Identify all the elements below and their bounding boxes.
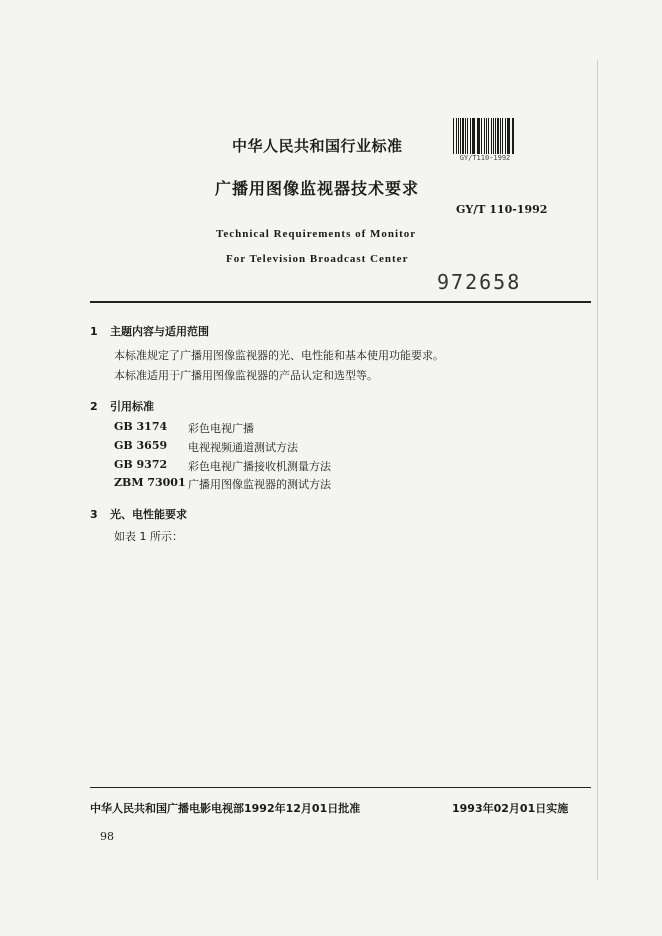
footer-divider xyxy=(90,787,591,788)
industry-standard-heading: 中华人民共和国行业标准 xyxy=(232,137,403,155)
barcode-bar xyxy=(486,118,487,154)
standard-code: GY/T 110-1992 xyxy=(456,203,548,216)
section-2-number: 2 xyxy=(90,400,98,413)
barcode-bar xyxy=(491,118,492,154)
barcode-bar xyxy=(497,118,499,154)
barcode-bar xyxy=(453,118,454,154)
barcode xyxy=(453,118,515,154)
barcode-bar xyxy=(456,118,457,154)
english-title-line-2: For Television Broadcast Center xyxy=(226,253,409,265)
barcode-bar xyxy=(458,118,459,154)
barcode-bar xyxy=(507,118,508,154)
section-2-title: 引用标准 xyxy=(110,400,154,413)
barcode-bar xyxy=(500,118,501,154)
barcode-bar xyxy=(472,118,473,154)
barcode-bar xyxy=(478,118,480,154)
section-2-heading xyxy=(90,398,154,414)
section-3-number: 3 xyxy=(90,508,98,521)
barcode-bar xyxy=(513,118,514,154)
reference-title: 电视视频通道测试方法 xyxy=(188,441,298,454)
section-3-title: 光、电性能要求 xyxy=(110,508,187,521)
reference-code: ZBM 73001 xyxy=(114,476,186,489)
header-divider xyxy=(90,301,591,303)
barcode-bar xyxy=(495,118,496,154)
barcode-bar xyxy=(477,118,478,154)
barcode-bar xyxy=(465,118,466,154)
barcode-bar xyxy=(467,118,468,154)
section-3-paragraph-1: 如表 1 所示： xyxy=(114,530,183,543)
barcode-bar xyxy=(473,118,474,154)
scan-edge-line xyxy=(597,60,598,880)
barcode-bar xyxy=(493,118,494,154)
barcode-bar xyxy=(484,118,485,154)
barcode-caption: GY/T110-1992 xyxy=(459,154,511,162)
barcode-bar xyxy=(512,118,513,154)
section-1-number: 1 xyxy=(90,325,98,338)
reference-code: GB 3174 xyxy=(114,420,168,433)
barcode-bar xyxy=(481,118,482,154)
reference-title: 广播用图像监视器的测试方法 xyxy=(188,478,331,491)
barcode-bar xyxy=(488,118,489,154)
serial-number: 972658 xyxy=(437,270,522,294)
barcode-bar xyxy=(460,118,461,154)
barcode-bar xyxy=(502,118,503,154)
approval-statement: 中华人民共和国广播电影电视部1992年12月01日批准 xyxy=(90,802,361,815)
barcode-bar xyxy=(505,118,506,154)
barcode-bar xyxy=(508,118,509,154)
barcode-bar xyxy=(462,118,464,154)
section-1-paragraph-1: 本标准规定了广播用图像监视器的光、电性能和基本使用功能要求。 xyxy=(114,349,444,362)
section-1-heading xyxy=(90,323,209,339)
barcode-bar xyxy=(470,118,471,154)
document-title: 广播用图像监视器技术要求 xyxy=(215,179,420,198)
section-3-heading xyxy=(90,506,187,522)
reference-code: GB 9372 xyxy=(114,458,168,471)
section-1-paragraph-2: 本标准适用于广播用图像监视器的产品认定和选型等。 xyxy=(114,369,378,382)
reference-code: GB 3659 xyxy=(114,439,168,452)
section-1-title: 主题内容与适用范围 xyxy=(110,325,209,338)
page-number: 98 xyxy=(100,830,114,843)
english-title-line-1: Technical Requirements of Monitor xyxy=(216,228,417,240)
reference-title: 彩色电视广播接收机测量方法 xyxy=(188,460,331,473)
reference-title: 彩色电视广播 xyxy=(188,422,254,435)
implementation-date: 1993年02月01日实施 xyxy=(452,802,569,815)
